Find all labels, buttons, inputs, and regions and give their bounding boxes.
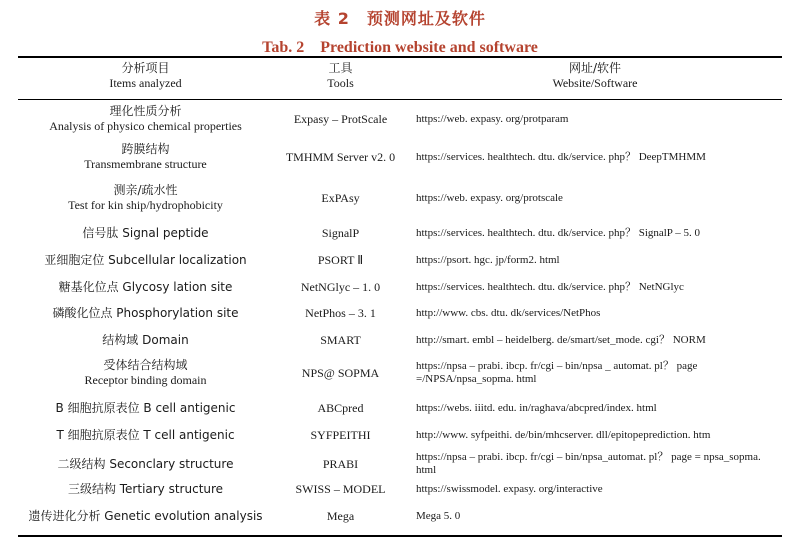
website-cell: https://npsa – prabi. ibcp. fr/cgi – bin/npsa_automat. pl？ page = npsa_sopma. html xyxy=(416,451,761,476)
item-cell xyxy=(18,457,273,472)
table-row xyxy=(18,248,782,272)
header-website-en: Website/Software xyxy=(552,76,638,90)
website-cell: https://web. expasy. org/protscale xyxy=(416,191,563,204)
website-cell: https://swissmodel. expasy. org/interactive xyxy=(416,482,603,495)
item-en: Test for kin ship/hydrophobicity xyxy=(68,198,223,212)
tool-cell: ABCpred xyxy=(317,400,364,415)
header-website-cn: 网址/软件 xyxy=(568,61,622,75)
website-cell: https://services. healthtech. dtu. dk/service. php？ DeepTMHMM xyxy=(416,150,706,163)
table-title-cn: 表 2 预测网址及软件 xyxy=(314,9,486,28)
item-cell xyxy=(18,333,273,348)
item-cn: T 细胞抗原表位 T cell antigenic xyxy=(56,427,235,442)
table-row xyxy=(18,477,782,501)
website-cell: https://web. expasy. org/protparam xyxy=(416,112,569,125)
item-cn: 糖基化位点 Glycosy lation site xyxy=(58,279,233,294)
header-items xyxy=(18,61,273,91)
tool-cell: ExPAsy xyxy=(321,190,360,205)
tool-cell: NetPhos – 3. 1 xyxy=(305,305,376,320)
item-cn: 测亲/疏水性 xyxy=(113,183,178,197)
tool-cell: NPS@ SOPMA xyxy=(301,365,380,380)
item-en: Receptor binding domain xyxy=(84,373,207,387)
header-rule xyxy=(18,99,782,100)
item-cell xyxy=(18,226,273,241)
item-cn: 结构域 Domain xyxy=(102,332,189,347)
item-cell xyxy=(18,509,273,524)
table-row xyxy=(18,421,782,449)
tool-cell: PRABI xyxy=(322,456,359,471)
header-tools-en: Tools xyxy=(327,76,354,90)
website-cell: http://smart. embl – heidelberg. de/smart/set_mode. cgi？ NORM xyxy=(416,333,706,346)
table-row xyxy=(18,139,782,175)
item-en: Transmembrane structure xyxy=(84,157,207,171)
header-items-cn: 分析项目 xyxy=(121,61,170,75)
table-row xyxy=(18,450,782,478)
website-cell: https://npsa – prabi. ibcp. fr/cgi – bin/npsa _ automat. pl？ page =/NPSA/npsa_sopma. html xyxy=(416,360,698,385)
item-cell xyxy=(18,183,273,213)
item-cn: 三级结构 Tertiary structure xyxy=(67,481,224,496)
table-row xyxy=(18,101,782,137)
tool-cell: SWISS – MODEL xyxy=(295,481,386,496)
tool-cell: SignalP xyxy=(321,225,360,240)
item-cell xyxy=(18,482,273,497)
item-cell xyxy=(18,401,273,416)
website-cell: http://www. cbs. dtu. dk/services/NetPhos xyxy=(416,306,601,319)
header-website xyxy=(408,61,782,91)
header-items-en: Items analyzed xyxy=(109,76,182,90)
website-cell: http://www. syfpeithi. de/bin/mhcserver. dll/epitopeprediction. htm xyxy=(416,428,711,441)
item-cell xyxy=(18,428,273,443)
tool-cell: SYFPEITHI xyxy=(310,427,371,442)
table-row xyxy=(18,221,782,245)
website-cell: https://psort. hgc. jp/form2. html xyxy=(416,253,560,266)
item-cn: 亚细胞定位 Subcellular localization xyxy=(44,252,247,267)
table-row xyxy=(18,504,782,528)
table-row xyxy=(18,328,782,352)
item-en: Analysis of physico chemical properties xyxy=(49,119,242,133)
item-cn: 磷酸化位点 Phosphorylation site xyxy=(52,305,239,320)
website-cell: https://services. healthtech. dtu. dk/service. php？ NetNGlyc xyxy=(416,280,684,293)
item-cn: 信号肽 Signal peptide xyxy=(82,225,209,240)
table-row xyxy=(18,275,782,299)
item-cn: 受体结合结构域 xyxy=(103,358,188,372)
tool-cell: NetNGlyc – 1. 0 xyxy=(300,279,381,294)
item-cell xyxy=(18,253,273,268)
item-cell xyxy=(18,280,273,295)
table-row xyxy=(18,396,782,420)
item-cell xyxy=(18,358,273,388)
table-row xyxy=(18,301,782,325)
tool-cell: SMART xyxy=(320,332,361,347)
item-cn: 遗传进化分析 Genetic evolution analysis xyxy=(28,508,263,523)
top-rule xyxy=(18,56,782,58)
tool-cell: TMHMM Server v2. 0 xyxy=(285,149,396,164)
tool-cell: Expasy – ProtScale xyxy=(293,111,388,126)
tool-cell: Mega xyxy=(326,508,355,523)
item-cell xyxy=(18,306,273,321)
website-cell: Mega 5. 0 xyxy=(416,509,461,522)
item-cn: 二级结构 Seconclary structure xyxy=(57,456,234,471)
table-title-en: Tab. 2 Prediction website and software xyxy=(262,39,538,56)
header-tools-cn: 工具 xyxy=(328,61,353,75)
website-cell: https://services. healthtech. dtu. dk/service. php？ SignalP – 5. 0 xyxy=(416,226,701,239)
table-row xyxy=(18,180,782,216)
bottom-rule xyxy=(18,535,782,537)
table-row xyxy=(18,355,782,391)
item-cell xyxy=(18,104,273,134)
item-cn: 理化性质分析 xyxy=(109,104,182,118)
item-cn: B 细胞抗原表位 B cell antigenic xyxy=(55,400,236,415)
item-cell xyxy=(18,142,273,172)
header-tools xyxy=(273,61,408,91)
tool-cell: PSORT Ⅱ xyxy=(317,252,364,267)
item-cn: 跨膜结构 xyxy=(121,142,170,156)
website-cell: https://webs. iiitd. edu. in/raghava/abcpred/index. html xyxy=(416,401,657,414)
